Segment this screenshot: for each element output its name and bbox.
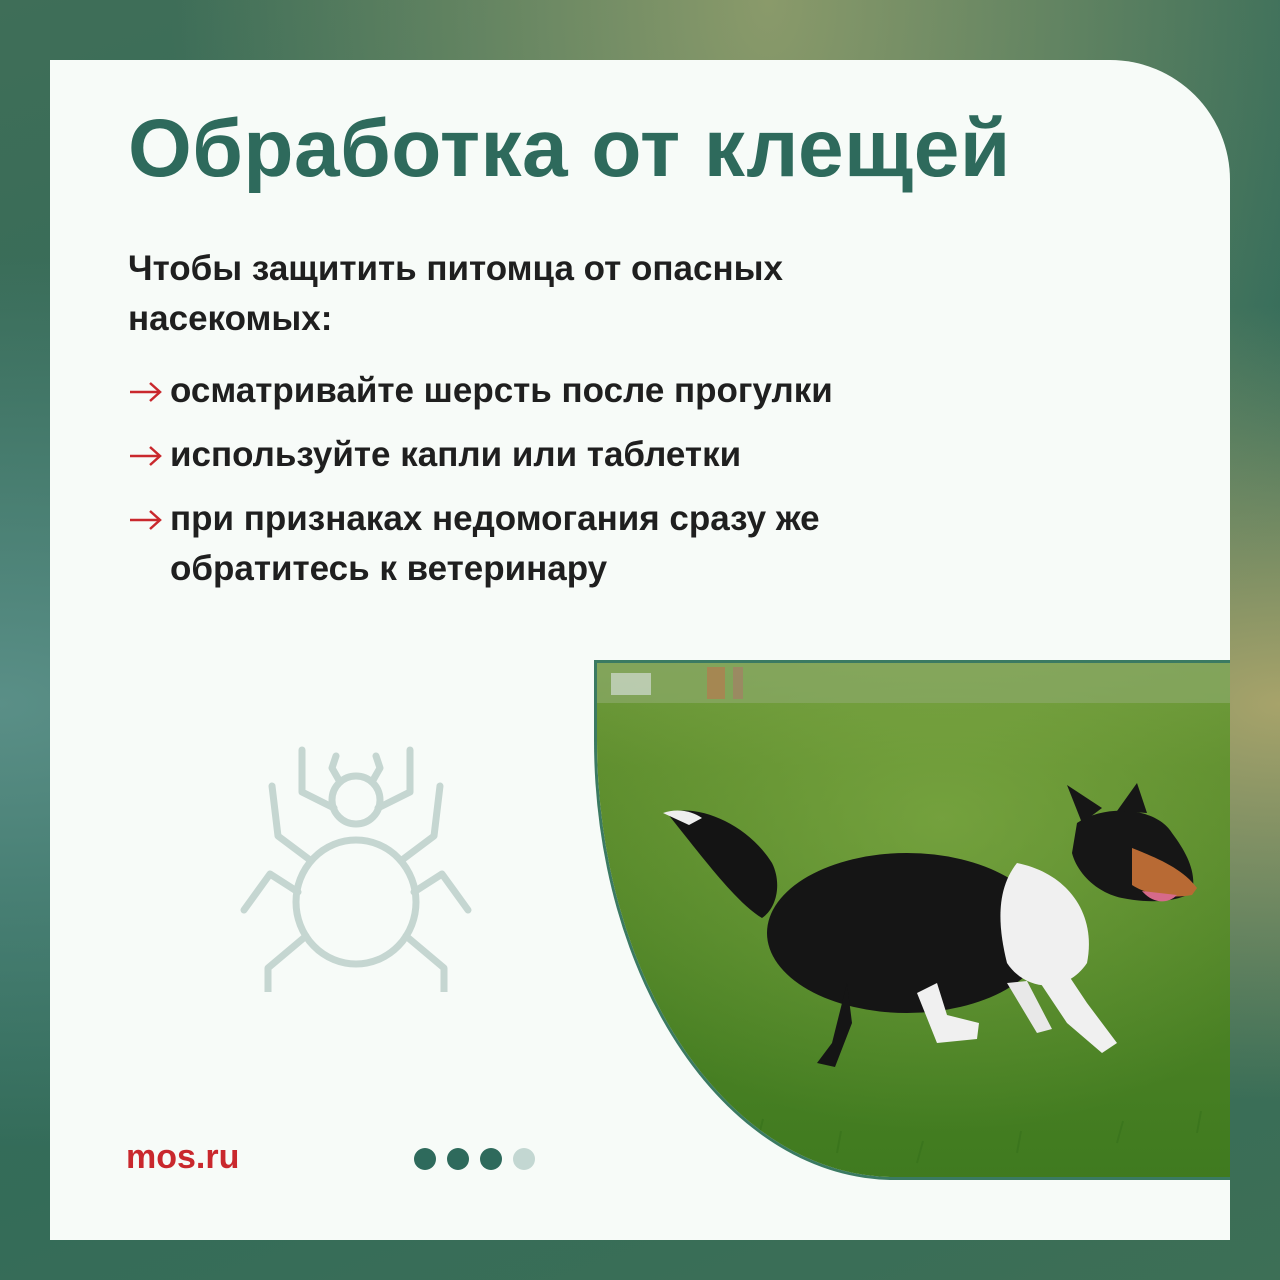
mos-ru-logo[interactable]: mos.ru: [126, 1138, 240, 1176]
content-card: [50, 60, 1230, 1240]
intro-text: Чтобы защитить питомца от опасных насекомых:: [128, 249, 783, 338]
page-title: Обработка от клещей: [128, 103, 1011, 194]
arrow-right-icon: [128, 444, 164, 468]
arrow-right-icon: [128, 508, 164, 532]
pagination-dot[interactable]: [414, 1148, 436, 1170]
pagination-dot-active[interactable]: [480, 1148, 502, 1170]
list-item: [128, 366, 948, 416]
pagination-dots: [414, 1148, 535, 1170]
pagination-dot[interactable]: [447, 1148, 469, 1170]
tip-text: при признаках недомогания сразу же обратитесь к ветеринару: [170, 499, 820, 588]
tick-icon: [240, 742, 472, 992]
dog-photo: [594, 660, 1230, 1180]
tips-list: [128, 366, 948, 608]
arrow-right-icon: [128, 380, 164, 404]
pagination-dot[interactable]: [513, 1148, 535, 1170]
tip-text: используйте капли или таблетки: [170, 435, 742, 474]
tip-text: осматривайте шерсть после прогулки: [170, 371, 833, 410]
list-item: [128, 494, 948, 594]
list-item: [128, 430, 948, 480]
dog-running-on-grass-photo: [597, 663, 1230, 1180]
